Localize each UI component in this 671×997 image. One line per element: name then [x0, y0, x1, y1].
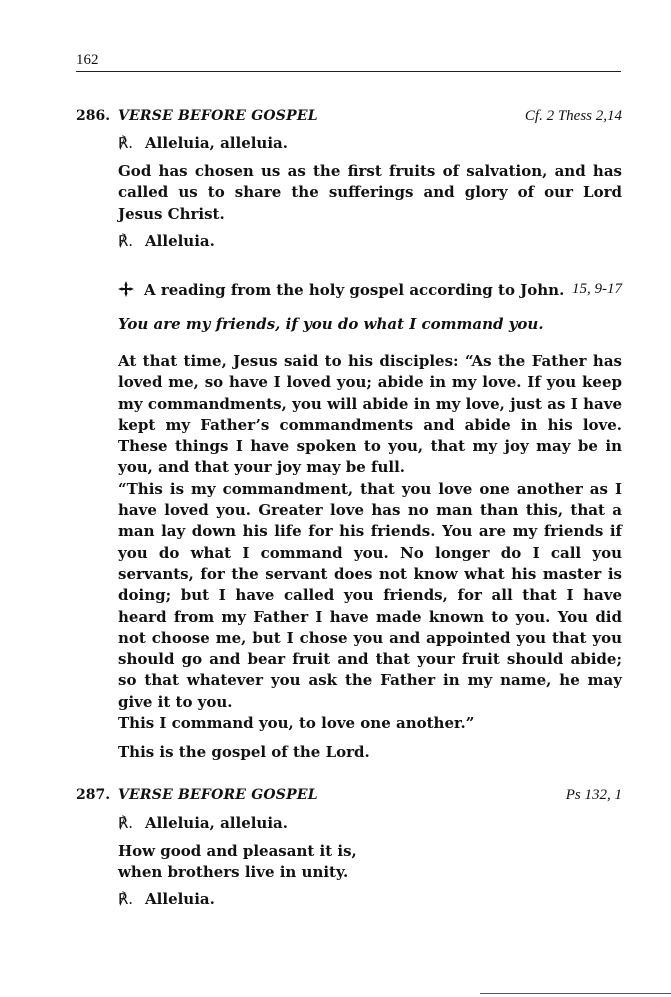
- verse-text: God has chosen us as the first fruits of salvation, and has called us to share the sufferings and glory of our Lord Jesus Christ.: [118, 162, 622, 223]
- scripture-reference: Cf. 2 Thess 2,14: [524, 108, 622, 124]
- response-alleluia-alleluia: [118, 814, 288, 832]
- reading-introduction: [118, 281, 622, 303]
- response-alleluia: [118, 890, 215, 908]
- verse-line: when brothers live in unity.: [118, 863, 349, 882]
- cross-icon: [118, 281, 134, 297]
- response-symbol: ℟.: [118, 232, 134, 250]
- scripture-reference: Ps 132, 1: [565, 787, 622, 803]
- response-text: Alleluia.: [145, 232, 215, 250]
- gospel-paragraph: This I command you, to love one another.”: [118, 714, 475, 733]
- gospel-verse: [118, 161, 622, 225]
- verse-line: How good and pleasant it is,: [118, 842, 357, 860]
- section-title: VERSE BEFORE GOSPEL: [118, 787, 318, 803]
- response-text: Alleluia.: [145, 890, 215, 908]
- response-alleluia: [118, 232, 215, 250]
- reading-intro-text: A reading from the holy gospel according to John.: [144, 281, 565, 299]
- response-symbol: ℟.: [118, 814, 134, 832]
- response-symbol: ℟.: [118, 134, 134, 152]
- section-title: VERSE BEFORE GOSPEL: [118, 108, 318, 124]
- reading-summary: You are my friends, if you do what I command you.: [118, 315, 544, 333]
- section-number: 287.: [76, 787, 111, 803]
- footer-rule: [480, 993, 671, 994]
- response-alleluia-alleluia: [118, 134, 288, 152]
- gospel-verse: [118, 841, 622, 884]
- gospel-paragraph: At that time, Jesus said to his disciples: “As the Father has loved me, so have I loved you; abide in my love. If you keep my commandments, you will abide in my love, just as I have kept my Father’s commandments and abide in his love. These things I have spoken to you, that my joy may be in you, and that your joy may be full.: [118, 352, 622, 477]
- response-text: Alleluia, alleluia.: [145, 814, 288, 832]
- response-text: Alleluia, alleluia.: [145, 134, 288, 152]
- gospel-text: [118, 351, 622, 764]
- section-number: 286.: [76, 108, 111, 124]
- gospel-paragraph: “This is my commandment, that you love one another as I have loved you. Greater love has no man than this, that a man lay down his life for his friends. You are my friends if you do what I command you. No longer do I call you servants, for the servant does not know what his master is doing; but I have called you friends, for all that I have heard from my Father I have made known to you. You did not choose me, but I chose you and appointed you that you should go and bear fruit and that your fruit should abide; so that whatever you ask the Father in my name, he may give it to you.: [118, 479, 622, 711]
- gospel-conclusion: This is the gospel of the Lord.: [118, 743, 370, 762]
- section-heading-287: [76, 787, 622, 807]
- reading-reference: 15, 9-17: [572, 281, 622, 297]
- page-number: 162: [76, 52, 99, 68]
- response-symbol: ℟.: [118, 890, 134, 908]
- header-rule: [76, 71, 621, 72]
- section-heading-286: [76, 108, 622, 128]
